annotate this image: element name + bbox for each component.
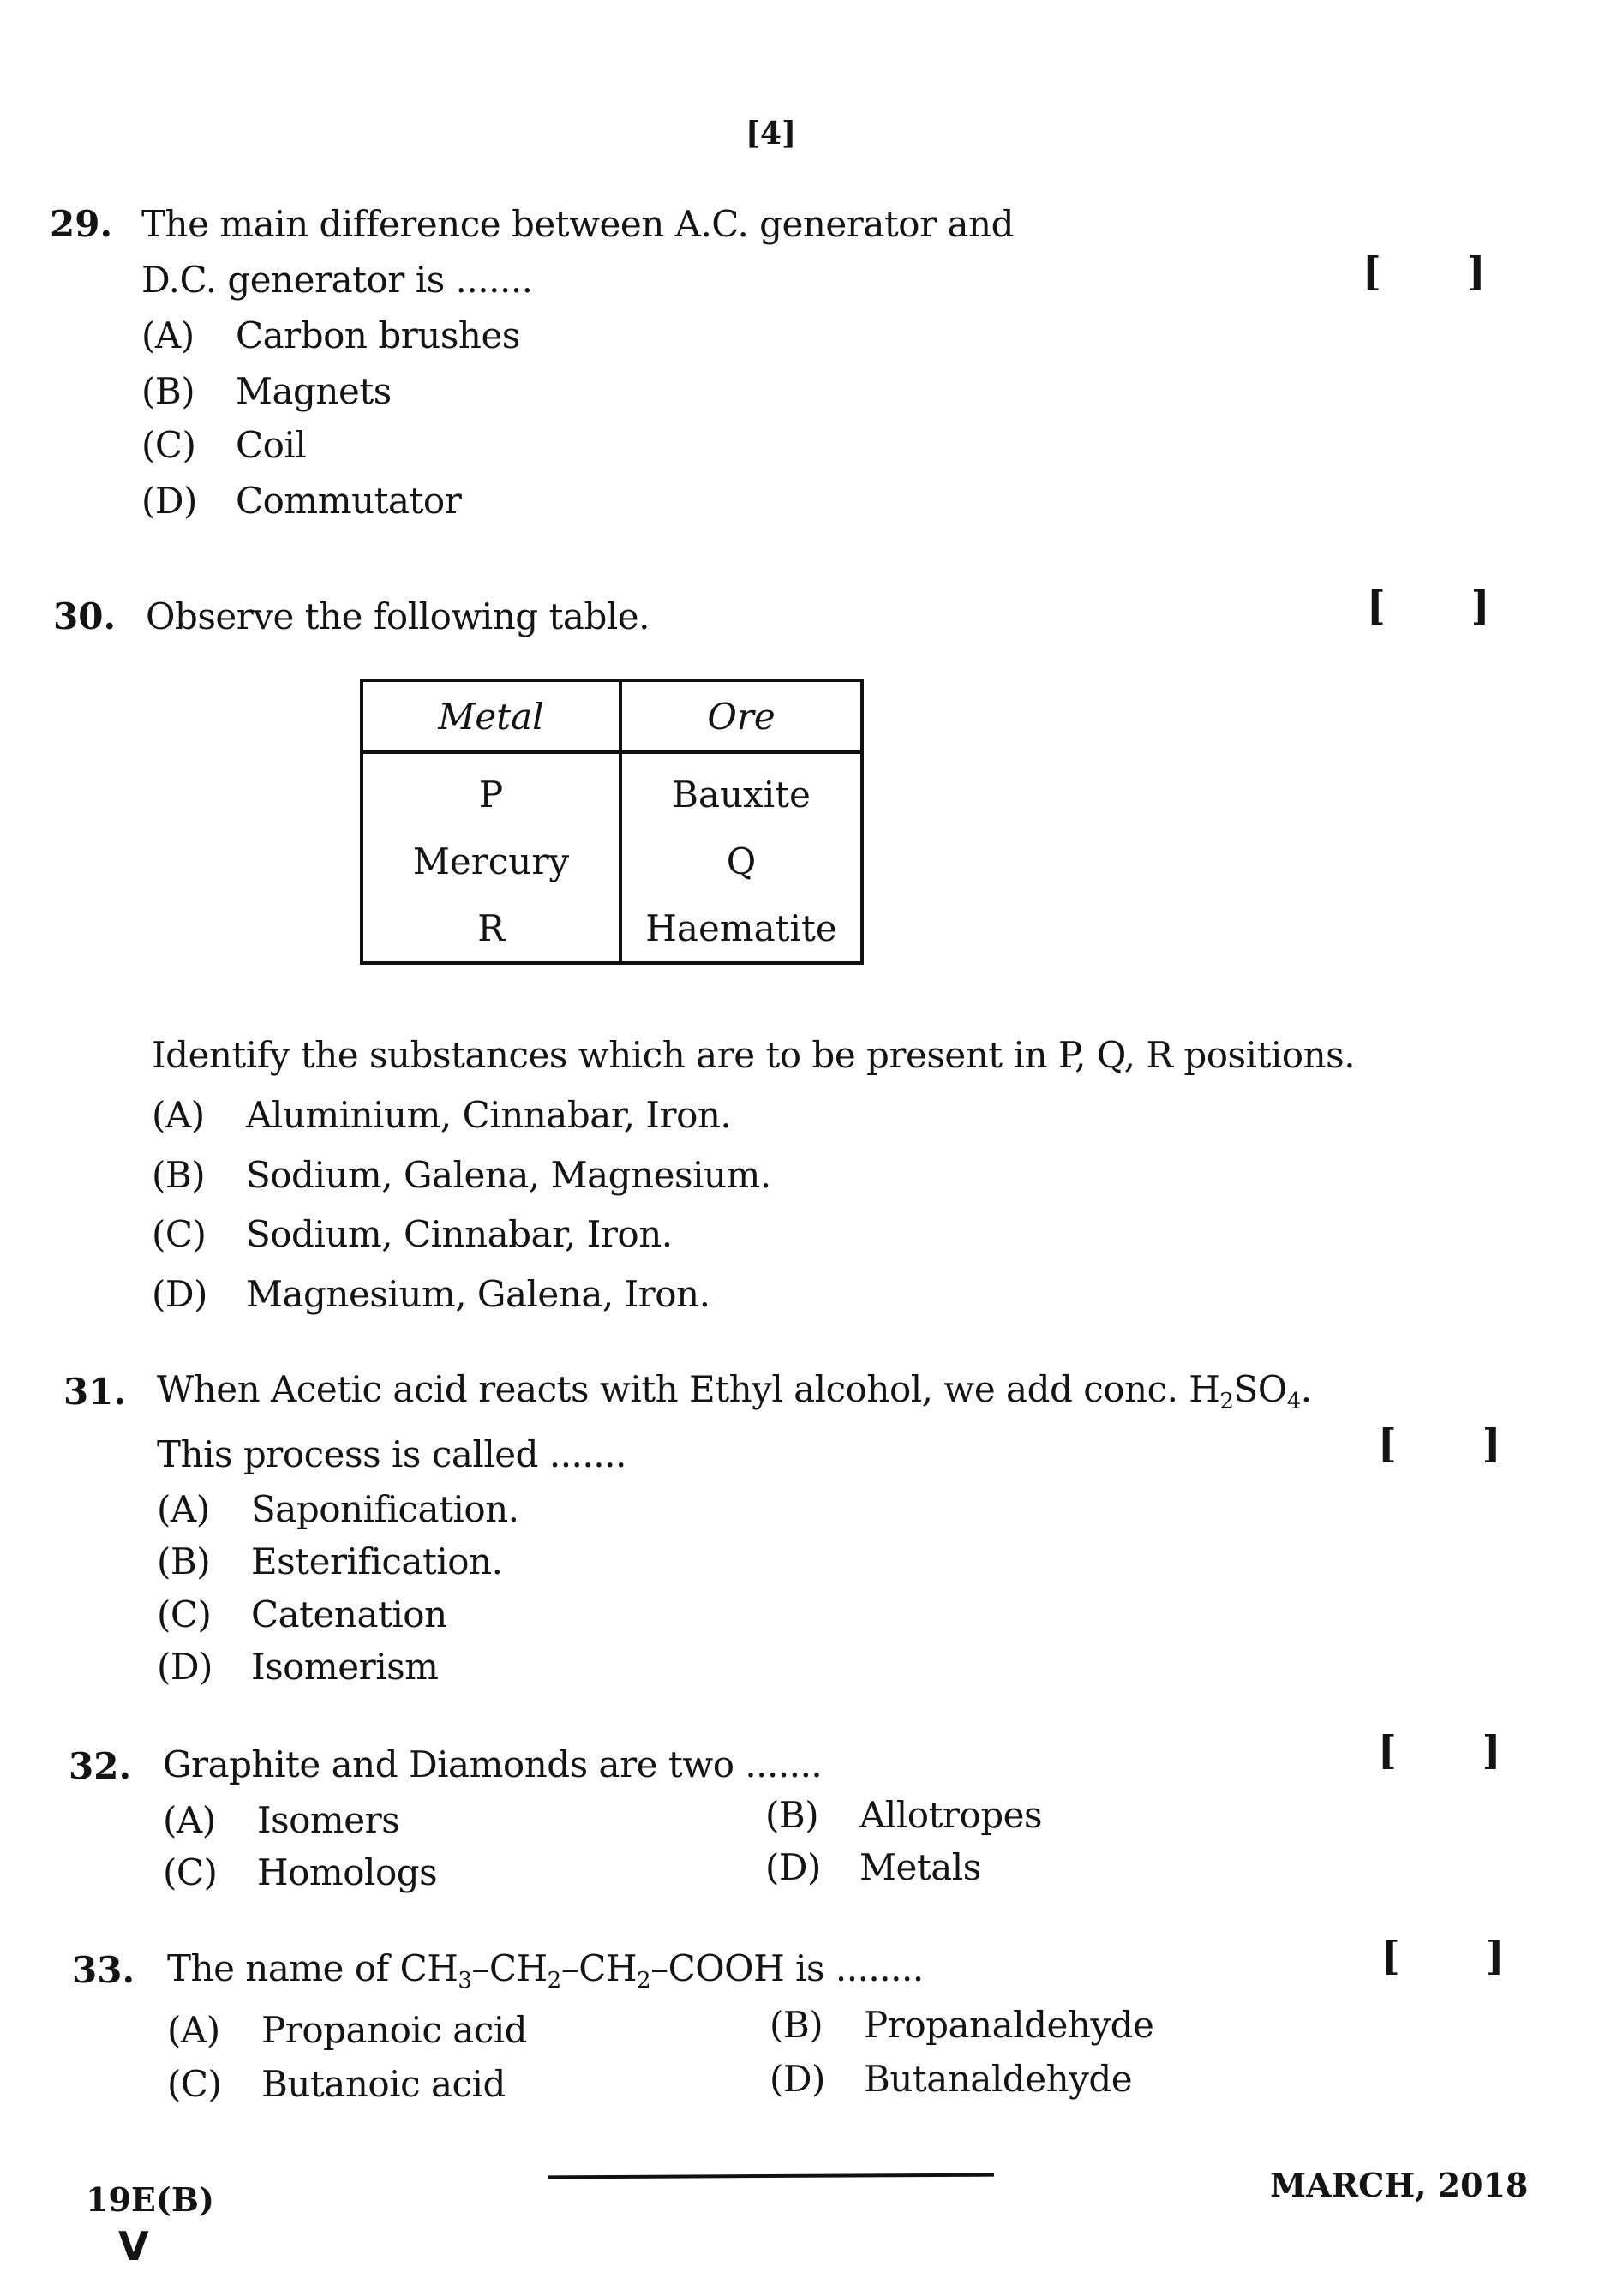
option-d[interactable] [770, 2058, 1132, 2100]
option-d[interactable] [157, 1646, 439, 1688]
option-text: Sodium, Cinnabar, Iron. [246, 1213, 673, 1255]
option-text: Aluminium, Cinnabar, Iron. [246, 1094, 732, 1136]
option-text: Commutator [236, 480, 462, 522]
option-text: Carbon brushes [236, 314, 520, 356]
option-text: Magnets [236, 370, 392, 412]
question-text [167, 1947, 924, 1994]
option-b[interactable] [157, 1540, 503, 1582]
text-part: –CH [471, 1947, 548, 1989]
table-header-metal: Metal [362, 680, 620, 752]
bracket-close: ] [1466, 248, 1486, 295]
option-text: Coil [236, 424, 307, 466]
option-text: Butanoic acid [261, 2063, 506, 2105]
table-cell: P [362, 752, 620, 828]
subscript: 3 [458, 1967, 472, 1994]
table-cell: Q [620, 828, 862, 894]
option-c[interactable] [167, 2063, 506, 2105]
question-text [157, 1368, 1312, 1414]
option-label: (C) [141, 424, 196, 466]
table-cell: R [362, 894, 620, 963]
option-text: Isomers [257, 1799, 400, 1841]
question-number: 33. [72, 1949, 135, 1991]
bracket-open: [ [1367, 583, 1386, 629]
metal-ore-table [360, 679, 864, 965]
option-c[interactable] [152, 1213, 673, 1255]
option-a[interactable] [157, 1488, 519, 1530]
text-part: –CH [560, 1947, 637, 1989]
option-label: (D) [765, 1846, 821, 1888]
question-number: 32. [69, 1745, 132, 1787]
bracket-open: [ [1378, 1420, 1397, 1467]
footer-divider [548, 2173, 994, 2179]
text-part: SO [1233, 1368, 1287, 1410]
option-d[interactable] [765, 1846, 981, 1888]
option-label: (B) [765, 1794, 819, 1836]
option-label: (C) [167, 2063, 222, 2105]
option-c[interactable] [157, 1593, 447, 1635]
option-b[interactable] [765, 1794, 1042, 1836]
option-label: (B) [141, 370, 195, 412]
option-b[interactable] [141, 370, 392, 412]
answer-box[interactable] [1381, 1933, 1505, 1979]
option-label: (A) [167, 2009, 220, 2051]
option-text: Isomerism [251, 1646, 439, 1688]
option-label: (C) [157, 1593, 212, 1635]
option-label: (A) [163, 1799, 216, 1841]
table-cell: Bauxite [620, 752, 862, 828]
table-cell: Haematite [620, 894, 862, 963]
option-a[interactable] [152, 1094, 731, 1136]
subscript: 2 [547, 1967, 561, 1994]
table-cell: Mercury [362, 828, 620, 894]
answer-box[interactable] [1367, 583, 1490, 629]
option-text: Saponification. [251, 1488, 519, 1530]
text-part: –COOH is ........ [650, 1947, 924, 1989]
option-label: (C) [163, 1851, 218, 1893]
answer-box[interactable] [1362, 248, 1486, 295]
option-label: (D) [152, 1273, 207, 1315]
option-label: (B) [770, 2004, 823, 2046]
text-part: The name of CH [167, 1947, 458, 1989]
version-mark: V [118, 2223, 149, 2269]
table-header-ore: Ore [620, 680, 862, 752]
option-b[interactable] [152, 1154, 771, 1196]
option-text: Propanaldehyde [864, 2004, 1154, 2046]
option-label: (C) [152, 1213, 207, 1255]
option-c[interactable] [163, 1851, 437, 1893]
question-text: Observe the following table. [146, 595, 650, 637]
answer-box[interactable] [1378, 1727, 1501, 1773]
paper-code: 19E(B) [86, 2180, 214, 2219]
subscript: 2 [1219, 1388, 1234, 1414]
option-label: (D) [157, 1646, 213, 1688]
option-label: (B) [157, 1540, 211, 1582]
option-a[interactable] [167, 2009, 527, 2051]
text-part: . [1300, 1368, 1312, 1410]
page-number: [4] [746, 116, 797, 152]
question-text: Graphite and Diamonds are two ....... [163, 1743, 823, 1785]
bracket-close: ] [1485, 1933, 1505, 1979]
subscript: 2 [637, 1967, 651, 1994]
bracket-open: [ [1381, 1933, 1400, 1979]
table-row [362, 752, 862, 828]
question-prompt: Identify the substances which are to be present in P, Q, R positions. [152, 1034, 1356, 1076]
option-text: Catenation [251, 1593, 447, 1635]
option-label: (B) [152, 1154, 206, 1196]
question-number: 29. [50, 203, 113, 245]
option-b[interactable] [770, 2004, 1153, 2046]
answer-box[interactable] [1378, 1420, 1501, 1467]
option-text: Allotropes [859, 1794, 1043, 1836]
option-label: (D) [770, 2058, 825, 2100]
bracket-close: ] [1470, 583, 1490, 629]
subscript: 4 [1286, 1388, 1301, 1414]
option-text: Butanaldehyde [864, 2058, 1133, 2100]
option-text: Homologs [257, 1851, 438, 1893]
question-number: 30. [53, 595, 117, 637]
question-text: D.C. generator is ....... [141, 259, 533, 301]
option-text: Propanoic acid [261, 2009, 528, 2051]
table-row [362, 828, 862, 894]
option-c[interactable] [141, 424, 306, 466]
bracket-open: [ [1378, 1727, 1397, 1773]
bracket-close: ] [1482, 1727, 1501, 1773]
question-text: The main difference between A.C. generator and [141, 203, 1014, 245]
option-d[interactable] [152, 1273, 710, 1315]
bracket-close: ] [1482, 1420, 1501, 1467]
option-a[interactable] [141, 314, 520, 356]
option-text: Magnesium, Galena, Iron. [246, 1273, 710, 1315]
option-label: (D) [141, 480, 197, 522]
exam-date: MARCH, 2018 [1270, 2166, 1529, 2204]
text-part: When Acetic acid reacts with Ethyl alcohol, we add conc. H [157, 1368, 1220, 1410]
option-label: (A) [141, 314, 195, 356]
option-text: Sodium, Galena, Magnesium. [246, 1154, 771, 1196]
option-label: (A) [152, 1094, 205, 1136]
option-text: Metals [859, 1846, 981, 1888]
bracket-open: [ [1362, 248, 1381, 295]
question-number: 31. [63, 1371, 127, 1413]
option-d[interactable] [141, 480, 461, 522]
option-text: Esterification. [251, 1540, 503, 1582]
question-text: This process is called ....... [157, 1433, 626, 1475]
option-a[interactable] [163, 1799, 399, 1841]
table-row [362, 894, 862, 963]
option-label: (A) [157, 1488, 210, 1530]
